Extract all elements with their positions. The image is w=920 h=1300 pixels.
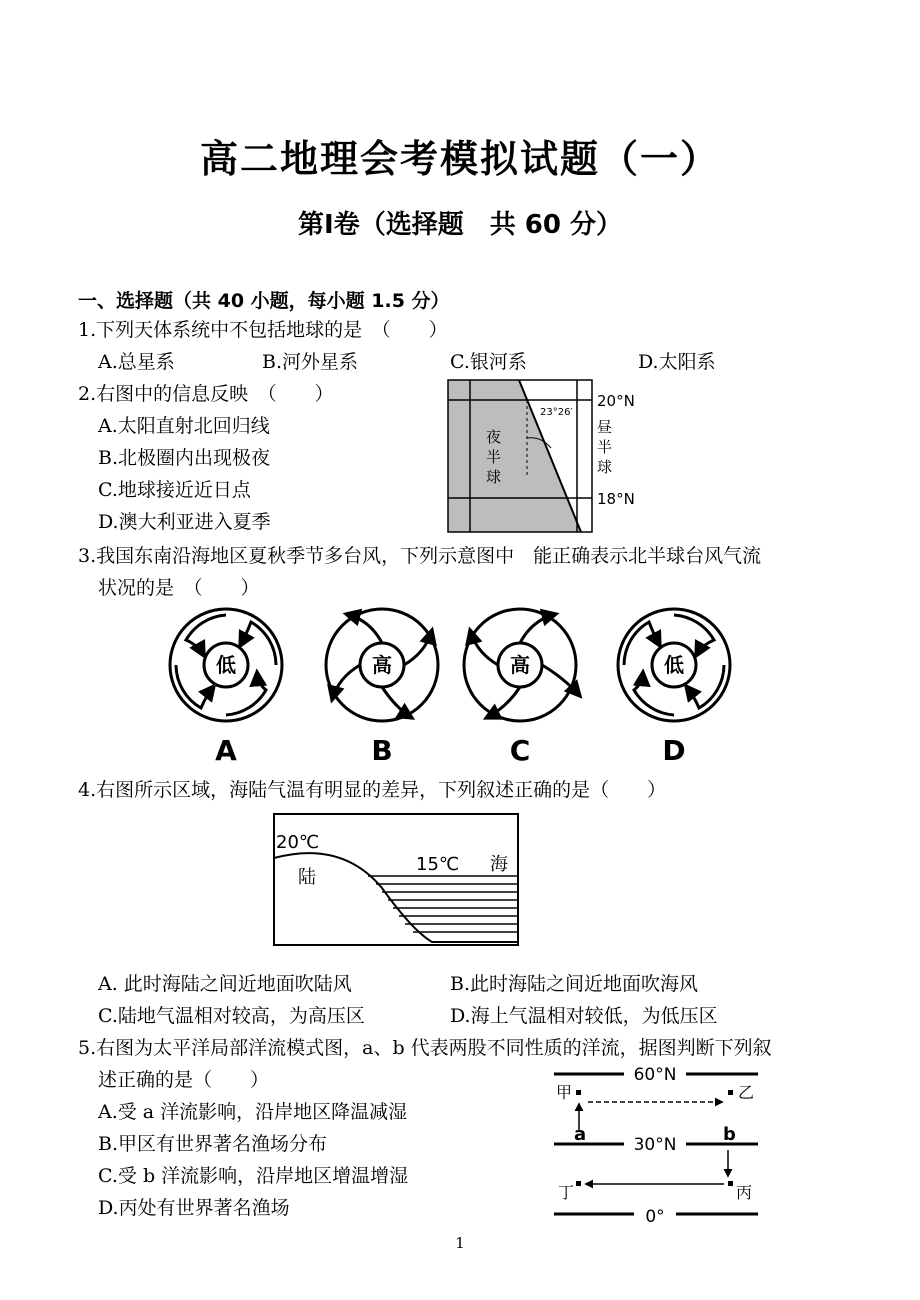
q4-option-a: A. 此时海陆之间近地面吹陆风: [98, 973, 352, 995]
page-title: 高二地理会考模拟试题（一）: [199, 137, 720, 181]
q2-option-d: D.澳大利亚进入夏季: [98, 511, 271, 533]
angle-label: 23°26′: [540, 407, 573, 418]
q2-option-a: A.太阳直射北回归线: [98, 415, 270, 437]
lat-label-20n: 20°N: [597, 392, 635, 410]
q4-option-b: B.此时海陆之间近地面吹海风: [450, 973, 699, 995]
day-label-1: 昼: [597, 418, 613, 436]
page-subtitle: 第I卷（选择题 共 60 分）: [298, 210, 622, 240]
q1-option-c: C.银河系: [450, 351, 527, 373]
center-label-a: 低: [216, 653, 236, 677]
sea-temp-label: 15℃: [416, 854, 460, 875]
day-label-2: 半: [597, 438, 613, 456]
q5-option-c: C.受 b 洋流影响，沿岸地区增温增湿: [98, 1165, 409, 1187]
q5-ocean-current-figure: [552, 1060, 762, 1228]
center-label-b: 高: [372, 653, 392, 677]
lat-label-18n: 18°N: [597, 490, 635, 508]
night-label-1: 夜: [486, 428, 502, 446]
option-label-b: B: [371, 734, 393, 767]
option-label-d: D: [662, 734, 686, 767]
day-label-3: 球: [597, 458, 613, 476]
typhoon-option-a: [170, 609, 282, 767]
q2-option-b: B.北极圈内出现极夜: [98, 447, 271, 469]
q1-stem: 1.下列天体系统中不包括地球的是 （ ）: [78, 319, 448, 341]
q4-option-c: C.陆地气温相对较高，为高压区: [98, 1005, 365, 1027]
q3-typhoon-figure: [160, 600, 740, 770]
typhoon-option-c: [464, 609, 580, 767]
sea-label: 海: [490, 854, 508, 875]
place-bing: 丙: [736, 1183, 753, 1202]
current-label-a: a: [574, 1124, 587, 1145]
typhoon-option-d: [618, 609, 730, 767]
q1-option-a: A.总星系: [98, 351, 175, 373]
lat-label-60n: 60°N: [633, 1065, 677, 1085]
night-label-2: 半: [486, 448, 502, 466]
q4-land-sea-figure: [272, 812, 522, 948]
night-region: [448, 380, 581, 532]
place-ding: 丁: [558, 1183, 575, 1202]
lat-label-30n: 30°N: [633, 1135, 677, 1155]
q2-option-c: C.地球接近近日点: [98, 479, 251, 501]
center-label-d: 低: [664, 653, 684, 677]
center-label-c: 高: [510, 653, 530, 677]
land-temp-label: 20℃: [276, 832, 320, 853]
land-label: 陆: [298, 867, 316, 888]
option-label-c: C: [509, 734, 531, 767]
q4-option-d: D.海上气温相对较低，为低压区: [450, 1005, 718, 1027]
place-jia: 甲: [556, 1083, 573, 1102]
q5-option-a: A.受 a 洋流影响，沿岸地区降温减湿: [98, 1101, 408, 1123]
page-number: 1: [455, 1234, 465, 1252]
q1-option-d: D.太阳系: [638, 351, 716, 373]
q1-option-b: B.河外星系: [262, 351, 359, 373]
q2-day-night-figure: [445, 378, 655, 534]
q5-stem-line1: 5.右图为太平洋局部洋流模式图，a、b 代表两股不同性质的洋流，据图判断下列叙: [78, 1037, 772, 1059]
q2-stem: 2.右图中的信息反映 （ ）: [78, 383, 334, 405]
q5-stem-line2: 述正确的是（ ）: [98, 1069, 270, 1091]
q5-option-b: B.甲区有世界著名渔场分布: [98, 1133, 328, 1155]
place-yi: 乙: [738, 1083, 755, 1102]
q3-stem-line2: 状况的是 （ ）: [98, 577, 260, 599]
q4-stem: 4.右图所示区域，海陆气温有明显的差异，下列叙述正确的是（ ）: [78, 779, 667, 801]
section-heading: 一、选择题（共 40 小题，每小题 1.5 分）: [78, 290, 450, 312]
q3-stem-line1: 3.我国东南沿海地区夏秋季节多台风，下列示意图中 能正确表示北半球台风气流: [78, 545, 762, 567]
typhoon-option-b: [326, 609, 438, 767]
current-label-b: b: [723, 1124, 736, 1145]
lat-label-0: 0°: [645, 1207, 665, 1227]
option-label-a: A: [215, 734, 237, 767]
night-label-3: 球: [486, 468, 502, 486]
q5-option-d: D.丙处有世界著名渔场: [98, 1197, 290, 1219]
